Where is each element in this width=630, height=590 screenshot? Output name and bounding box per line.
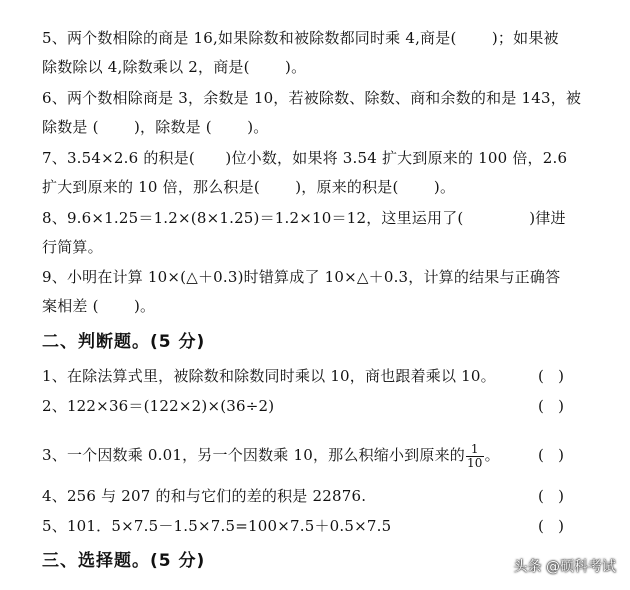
judge-item-3 xyxy=(42,440,500,470)
q9-line-1: 9、小明在计算 10×(△＋0.3)时错算成了 10×△＋0.3，计算的结果与正确答 xyxy=(42,268,561,286)
judge-item-4: 4、256 与 207 的和与它们的差的积是 22876. xyxy=(42,487,367,505)
judge-item-3-text: 3、一个因数乘 0.01，另一个因数乘 10，那么积缩小到原来的 xyxy=(42,446,465,464)
judge-item-2-answer-paren: ( ) xyxy=(538,397,565,415)
q5-line-1: 5、两个数相除的商是 16,如果除数和被除数都同时乘 4,商是( )；如果被 xyxy=(42,29,559,47)
q8-line-1: 8、9.6×1.25＝1.2×(8×1.25)＝1.2×10＝12，这里运用了( )律进 xyxy=(42,209,566,227)
judge-item-1: 1、在除法算式里，被除数和除数同时乘以 10，商也跟着乘以 10。 xyxy=(42,367,496,385)
q9-line-2: 案相差 ( )。 xyxy=(42,297,156,315)
judge-item-3-answer-paren: ( ) xyxy=(538,446,565,464)
fraction-numerator: 1 xyxy=(466,443,484,457)
q6-line-1: 6、两个数相除商是 3，余数是 10，若被除数、除数、商和余数的和是 143，被 xyxy=(42,89,582,107)
q5-line-2: 除数除以 4,除数乘以 2，商是( )。 xyxy=(42,58,307,76)
q8-line-2: 行简算。 xyxy=(42,238,103,256)
judge-item-4-answer-paren: ( ) xyxy=(538,487,565,505)
watermark: 头条 @硕科考试 xyxy=(513,559,616,575)
judge-item-5: 5、101．5×7.5－1.5×7.5=100×7.5＋0.5×7.5 xyxy=(42,517,392,535)
fraction-denominator: 10 xyxy=(466,455,483,470)
fraction-one-tenth xyxy=(466,443,484,470)
judge-item-2: 2、122×36＝(122×2)×(36÷2) xyxy=(42,397,275,415)
judge-item-3-end: 。 xyxy=(484,446,500,464)
q6-line-2: 除数是 ( )，除数是 ( )。 xyxy=(42,118,269,136)
section2-heading: 二、判断题。(5 分) xyxy=(42,332,206,352)
q7-line-2: 扩大到原来的 10 倍，那么积是( )，原来的积是( )。 xyxy=(42,178,456,196)
q7-line-1: 7、3.54×2.6 的积是( )位小数，如果将 3.54 扩大到原来的 100 倍，2.6 xyxy=(42,149,568,167)
section3-heading: 三、选择题。(5 分) xyxy=(42,551,206,571)
judge-item-5-answer-paren: ( ) xyxy=(538,517,565,535)
judge-item-1-answer-paren: ( ) xyxy=(538,367,565,385)
